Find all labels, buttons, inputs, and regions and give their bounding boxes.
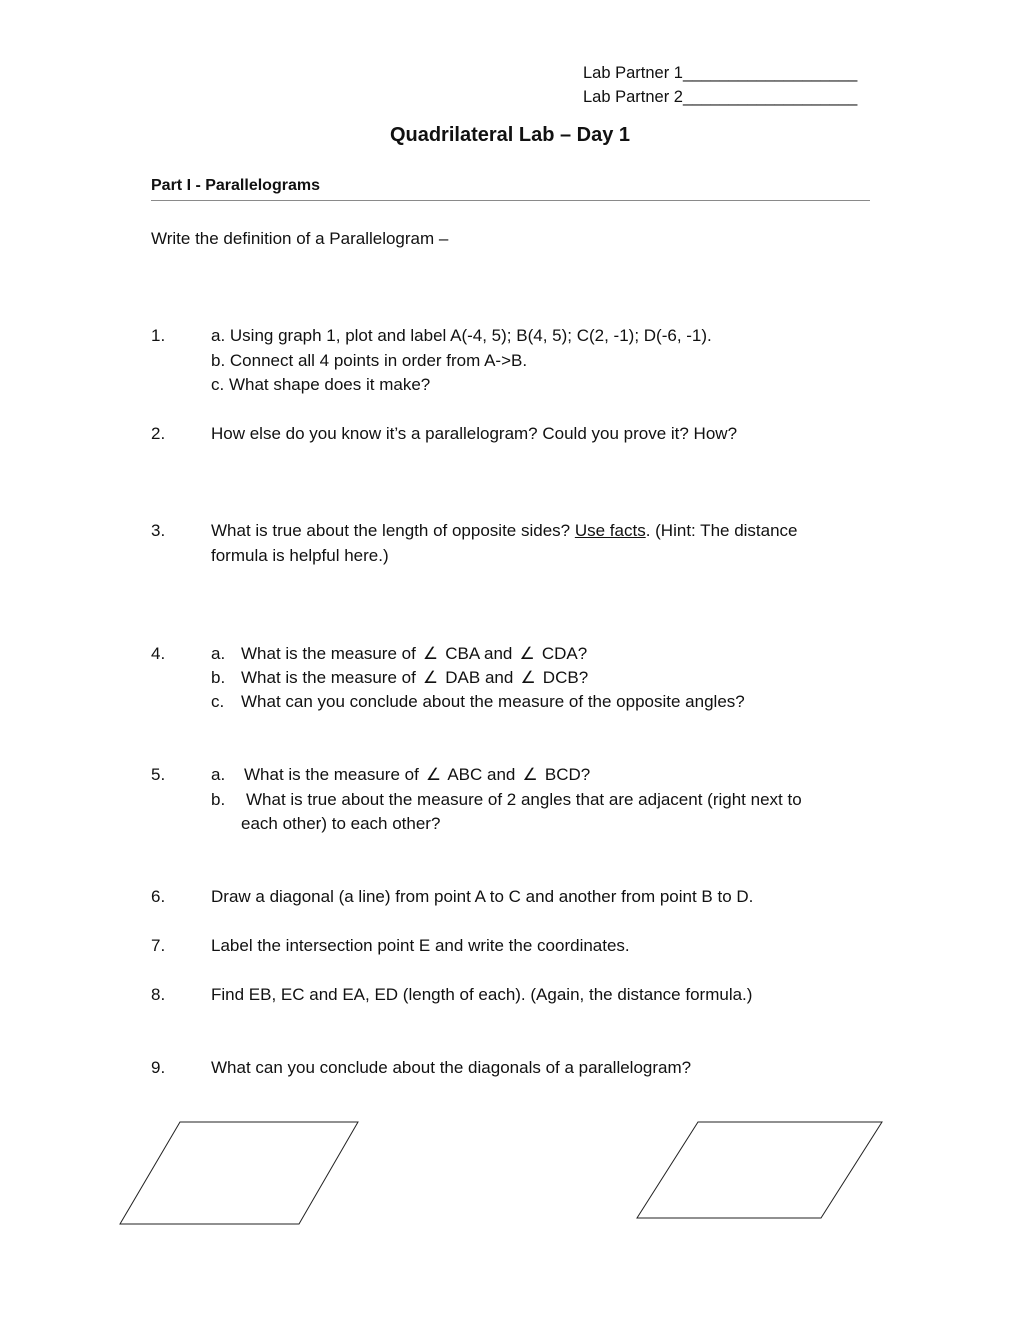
question-4a-end: CDA? [541,644,588,663]
question-1c-text: c. What shape does it make? [211,375,431,394]
angle-icon: ∠ [522,765,538,784]
parallelogram-right [637,1122,882,1218]
question-2-text: How else do you know it’s a parallelogram? Could you prove it? How? [211,424,738,443]
angle-icon: ∠ [422,668,439,687]
question-3-text-before: What is true about the length of opposite sides? [211,521,575,540]
question-4b-end: DCB? [542,668,589,687]
question-5b-text: What is true about the measure of 2 angles that are adjacent (right next to [246,790,802,809]
question-3-underlined: Use facts [574,521,646,540]
question-9-number: 9. [151,1058,166,1077]
question-6-number: 6. [151,887,166,906]
question-5a-pre: What is the measure of [244,765,419,784]
question-1-number: 1. [151,326,166,345]
question-1a-text: a. Using graph 1, plot and label A(-4, 5); B(4, 5); C(2, -1); D(-6, -1). [211,326,712,345]
question-2-number: 2. [151,424,166,443]
lab-partner-2-field[interactable]: Lab Partner 2___________________ [583,88,858,106]
question-4a-label: a. [211,644,226,663]
question-4a-mid: CBA and [445,644,513,663]
lab-partner-1-field[interactable]: Lab Partner 1___________________ [583,64,858,82]
question-5b-line2: each other) to each other? [241,814,441,833]
question-1b-text: b. Connect all 4 points in order from A->B. [211,351,528,370]
question-8-number: 8. [151,985,166,1004]
part-heading: Part I - Parallelograms [151,177,320,194]
question-7-text: Label the intersection point E and write the coordinates. [211,936,630,955]
question-4c-label: c. [211,692,225,711]
question-4b-mid: DAB and [445,668,514,687]
question-8-text: Find EB, EC and EA, ED (length of each). (Again, the distance formula.) [211,985,753,1004]
question-4a-pre: What is the measure of [241,644,416,663]
question-5a-end: BCD? [544,765,591,784]
question-9-text: What can you conclude about the diagonals of a parallelogram? [211,1058,692,1077]
question-4b-label: b. [211,668,226,687]
question-3-text-after: . (Hint: The distance [645,521,798,540]
question-5a-label: a. [211,765,226,784]
question-4b-pre: What is the measure of [241,668,416,687]
question-3-line2: formula is helpful here.) [211,546,389,565]
angle-icon: ∠ [425,765,442,784]
question-7-number: 7. [151,936,166,955]
question-5b-label: b. [211,790,226,809]
question-5-number: 5. [151,765,166,784]
question-6-text: Draw a diagonal (a line) from point A to C and another from point B to D. [211,887,754,906]
question-4-number: 4. [151,644,166,663]
page-title: Quadrilateral Lab – Day 1 [389,124,631,146]
question-5a-mid: ABC and [447,765,516,784]
angle-icon: ∠ [422,644,439,663]
question-3-number: 3. [151,521,166,540]
angle-icon: ∠ [520,668,536,687]
question-4c-text: What can you conclude about the measure of the opposite angles? [241,692,745,711]
parallelogram-left [120,1122,358,1224]
definition-prompt: Write the definition of a Parallelogram – [151,229,449,248]
angle-icon: ∠ [519,644,535,663]
